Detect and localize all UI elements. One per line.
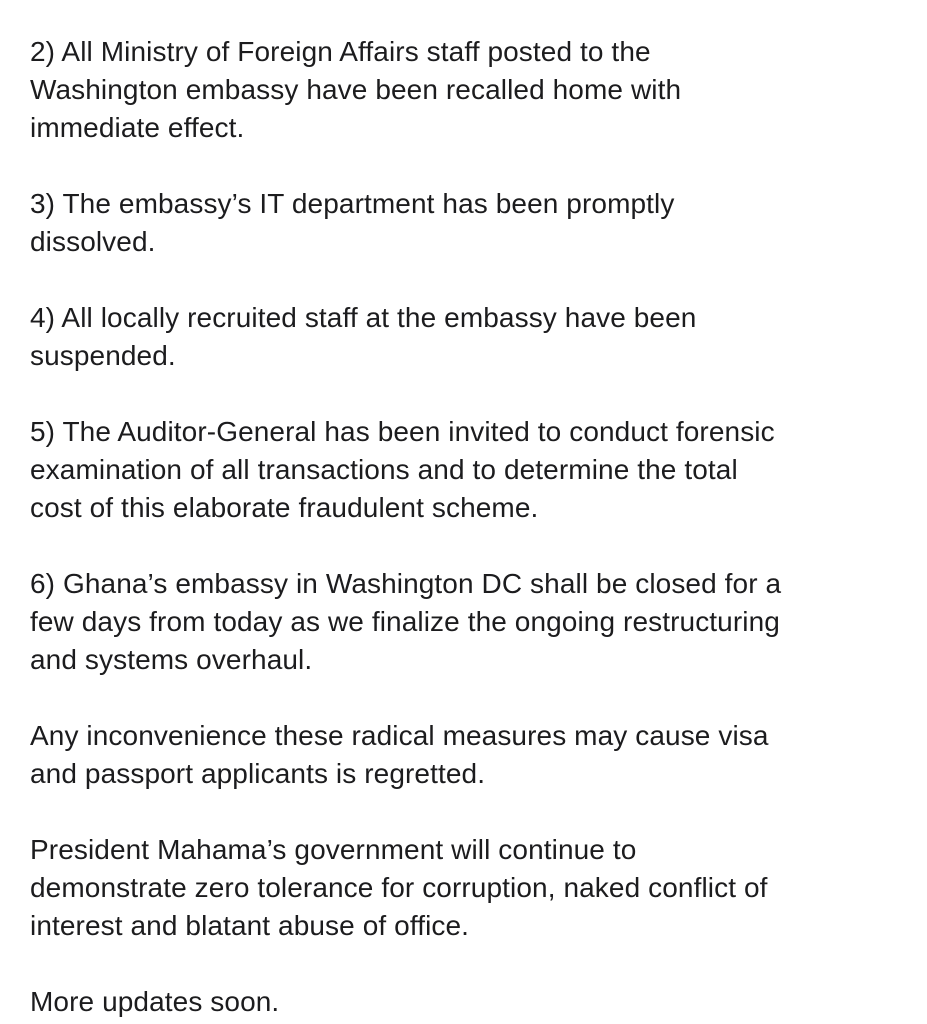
paragraph-more-updates: More updates soon. — [30, 986, 280, 1017]
paragraph-item-4-local-staff-suspended: 4) All locally recruited staff at the embassy have been suspended. — [30, 302, 697, 371]
paragraph-item-5-auditor-general: 5) The Auditor-General has been invited to conduct forensic examination of all transactions and to determine the total cost of this elaborate fraudulent scheme. — [30, 416, 775, 523]
post-body — [30, 33, 910, 1021]
paragraph-inconvenience-regretted: Any inconvenience these radical measures may cause visa and passport applicants is regretted. — [30, 720, 769, 789]
paragraph-item-6-embassy-closed: 6) Ghana’s embassy in Washington DC shall be closed for a few days from today as we finalize the ongoing restructuring and systems overhaul. — [30, 568, 782, 675]
paragraph-item-3-it-dissolved: 3) The embassy’s IT department has been promptly dissolved. — [30, 188, 675, 257]
paragraph-zero-tolerance: President Mahama’s government will continue to demonstrate zero tolerance for corruption, naked conflict of interest and blatant abuse of office. — [30, 834, 768, 941]
paragraph-item-2-staff-recalled: 2) All Ministry of Foreign Affairs staff posted to the Washington embassy have been recalled home with immediate effect. — [30, 36, 682, 143]
